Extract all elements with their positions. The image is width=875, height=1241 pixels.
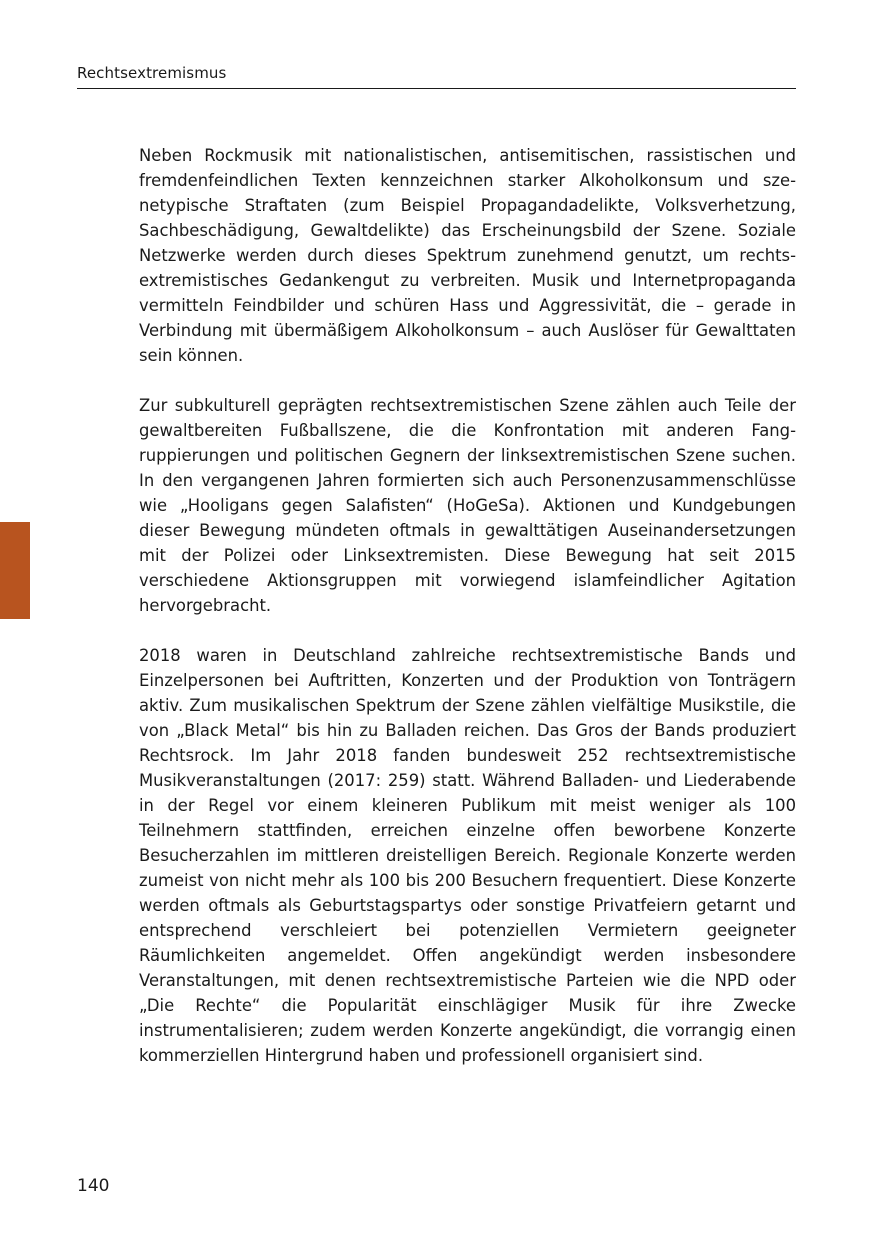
page-number: 140 — [77, 1176, 110, 1196]
running-header — [77, 62, 796, 89]
paragraph-2: Zur subkulturell geprägten rechtsextremistischen Szene zählen auch Teile der gewaltbereiten Fußballszene, die die Konfrontation mit anderen Fangruppierungen und politischen Gegnern der linksextremistischen Szene suchen. In den vergangenen Jahren formierten sich auch Personenzusammenschlüsse wie „Hooligans gegen Salafisten“ (HoGeSa). Aktionen und Kundgebungen dieser Bewegung mündeten oftmals in gewalttätigen Auseinandersetzungen mit der Polizei oder Linksextremisten. Diese Bewegung hat seit 2015 verschiedene Aktionsgruppen mit vorwiegend islamfeindlicher Agitation hervorgebracht. — [139, 396, 796, 615]
chapter-side-tab — [0, 522, 30, 619]
header-title: Rechtsextremismus — [77, 64, 227, 82]
paragraph-1: Neben Rockmusik mit nationalistischen, antisemitischen, rassistischen und fremdenfeindlichen Texten kennzeichnen starker Alkoholkonsum und szenetypische Straftaten (zum Beispiel Propagandadelikte, Volksverhetzung, Sachbeschädigung, Gewaltdelikte) das Erscheinungsbild der Szene. Soziale Netzwerke werden durch dieses Spektrum zunehmend genutzt, um rechtsextremistisches Gedankengut zu verbreiten. Musik und Internetpropaganda vermitteln Feindbilder und schüren Hass und Aggressivität, die – gerade in Verbindung mit übermäßigem Alkoholkonsum – auch Auslöser für Gewalttaten sein können. — [139, 146, 796, 365]
body-text — [139, 143, 796, 1093]
paragraph-3: 2018 waren in Deutschland zahlreiche rechtsextremistische Bands und Einzelpersonen bei Auftritten, Konzerten und der Produktion von Tonträgern aktiv. Zum musikalischen Spektrum der Szene zählen vielfältige Musikstile, die von „Black Metal“ bis hin zu Balladen reichen. Das Gros der Bands produziert Rechtsrock. Im Jahr 2018 fanden bundesweit 252 rechtsextremistische Musikveranstaltungen (2017: 259) statt. Während Balladen- und Liederabende in der Regel vor einem kleineren Publikum mit meist weniger als 100 Teilnehmern stattfinden, erreichen einzelne offen beworbene Konzerte Besucherzahlen im mittleren dreistelligen Bereich. Regionale Konzerte werden zumeist von nicht mehr als 100 bis 200 Besuchern frequentiert. Diese Konzerte werden oftmals als Geburtstagspartys oder sonstige Privatfeiern getarnt und entsprechend verschleiert bei potenziellen Vermietern geeigneter Räumlichkeiten angemeldet. Offen angekündigt werden insbesondere Veranstaltungen, mit denen rechtsextremistische Parteien wie die NPD oder „Die Rechte“ die Popularität einschlägiger Musik für ihre Zwecke instrumentalisieren; zudem werden Konzerte angekündigt, die vorrangig einen kommerziellen Hintergrund haben und professionell organisiert sind. — [139, 646, 796, 1065]
